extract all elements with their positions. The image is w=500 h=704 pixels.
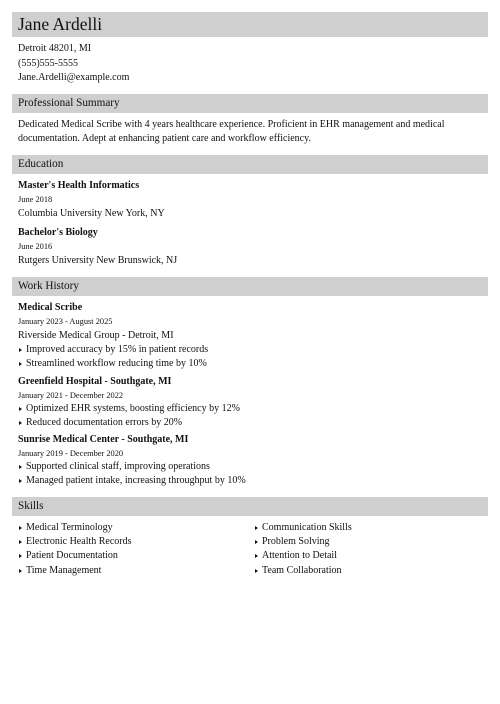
summary-text: Dedicated Medical Scribe with 4 years healthcare experience. Proficient in EHR management and medical documentation. Adept at enhancing patient care and workflow efficiency. — [18, 118, 445, 144]
skills-list — [12, 521, 488, 578]
skill-item: Attention to Detail — [254, 549, 474, 563]
job-date: January 2023 - August 2025 — [18, 316, 113, 326]
skill-item: Problem Solving — [254, 535, 474, 549]
education-section-header — [12, 155, 488, 174]
degree-title: Master's Health Informatics — [18, 179, 140, 191]
skills-column-right — [254, 521, 474, 578]
list-item: Supported clinical staff, improving operations — [18, 460, 488, 474]
job-entry — [12, 301, 488, 372]
degree-date: June 2018 — [18, 194, 53, 204]
job-bullets — [18, 402, 488, 431]
skill-item: Team Collaboration — [254, 564, 474, 578]
list-item: Streamlined workflow reducing time by 10% — [18, 357, 488, 371]
work-heading: Work History — [18, 280, 79, 292]
contact-address: Detroit 48201, MI — [18, 43, 92, 54]
contact-phone: (555)555-5555 — [18, 57, 78, 69]
degree-date: June 2016 — [18, 242, 53, 251]
skill-item: Communication Skills — [254, 521, 474, 535]
skills-section-header — [12, 497, 488, 516]
name-header — [12, 12, 488, 37]
school-name: Rutgers University New Brunswick, NJ — [18, 255, 178, 266]
summary-heading: Professional Summary — [18, 97, 120, 109]
skill-item: Medical Terminology — [18, 521, 254, 535]
list-item: Managed patient intake, increasing throughput by 10% — [18, 474, 488, 488]
job-title: Sunrise Medical Center - Southgate, MI — [18, 434, 189, 446]
school-name: Columbia University New York, NY — [18, 207, 165, 219]
skill-item: Time Management — [18, 564, 254, 578]
education-heading: Education — [18, 158, 64, 170]
skills-column-left — [18, 521, 254, 578]
list-item: Reduced documentation errors by 20% — [18, 416, 488, 430]
job-bullets — [18, 343, 488, 372]
summary-section-header — [12, 94, 488, 113]
job-bullets — [18, 460, 488, 489]
job-title: Greenfield Hospital - Southgate, MI — [18, 375, 172, 387]
list-item: Optimized EHR systems, boosting efficiency by 12% — [18, 402, 488, 416]
list-item: Improved accuracy by 15% in patient records — [18, 343, 488, 357]
job-date: January 2019 - December 2020 — [18, 449, 124, 459]
job-employer: Riverside Medical Group - Detroit, MI — [18, 329, 174, 341]
degree-title: Bachelor's Biology — [18, 227, 98, 238]
job-entry — [12, 433, 488, 489]
skills-heading: Skills — [18, 500, 44, 513]
contact-email: Jane.Ardelli@example.com — [18, 72, 130, 83]
skill-item: Patient Documentation — [18, 549, 254, 563]
education-entry — [12, 179, 488, 222]
skill-item: Electronic Health Records — [18, 535, 254, 549]
education-entry — [12, 226, 488, 269]
work-section-header — [12, 277, 488, 296]
candidate-name: Jane Ardelli — [18, 14, 103, 34]
job-title: Medical Scribe — [18, 301, 83, 313]
job-entry — [12, 375, 488, 431]
job-date: January 2021 - December 2022 — [18, 390, 124, 400]
